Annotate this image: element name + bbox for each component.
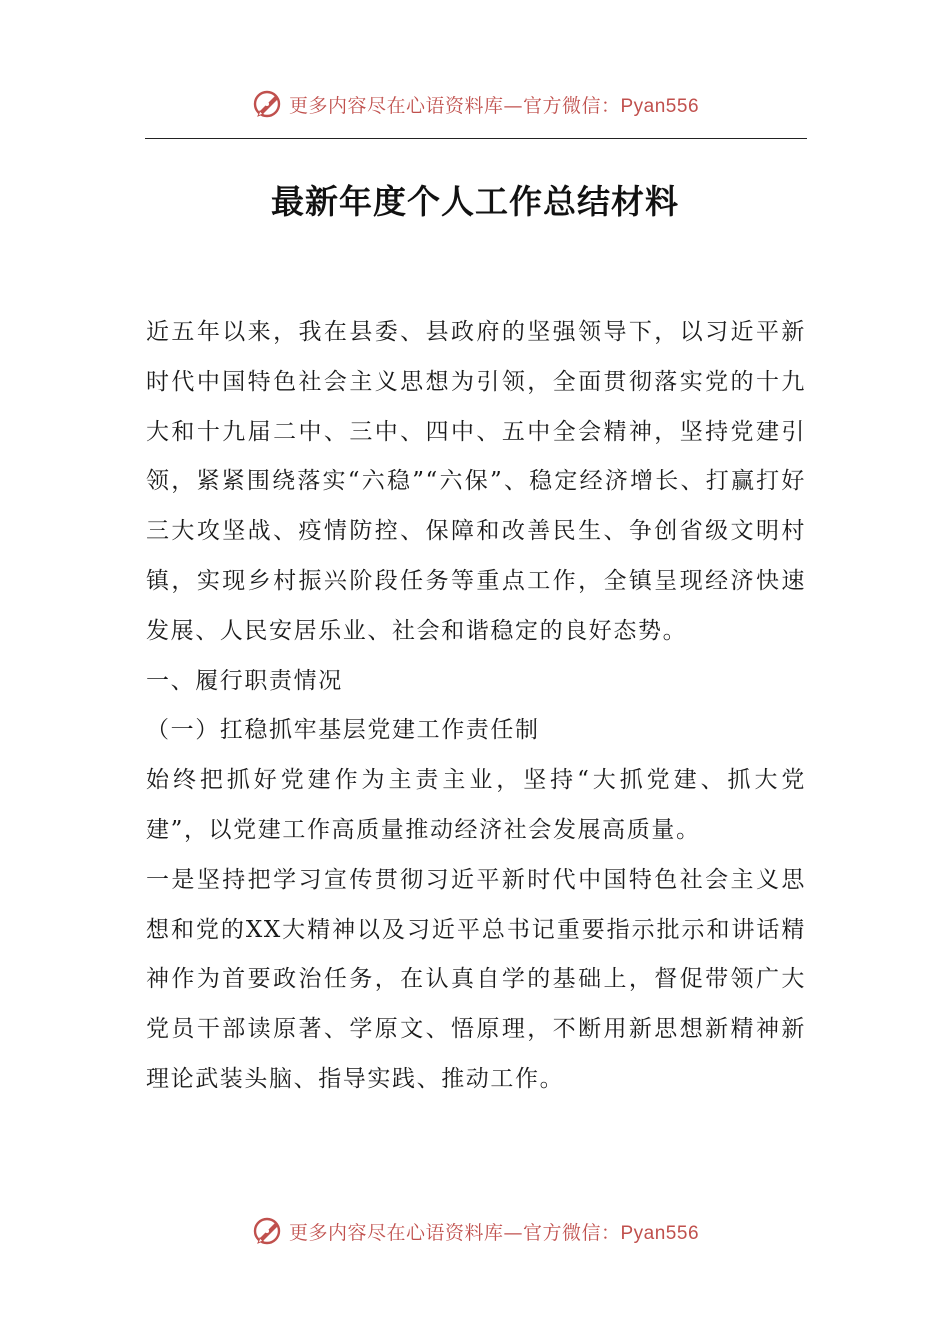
- pen-logo-icon: [251, 1214, 285, 1248]
- section-heading: 一、履行职责情况: [146, 667, 343, 694]
- header-banner: [0, 84, 950, 124]
- footer-banner: [0, 1211, 950, 1251]
- header-banner-text: [289, 91, 699, 118]
- footer-banner-sep: —: [503, 1221, 523, 1244]
- paragraph-point-one: 一是坚持把学习宣传贯彻习近平新时代中国特色社会主义思想和党的XX大精神以及习近平总书记重要指示批示和讲话精神作为首要政治任务，在认真自学的基础上，督促带领广大党员干部读原著、学原文、悟原理，不断用新思想新精神新理论武装头脑、指导实践、推动工作。: [146, 866, 806, 1092]
- paragraph-party-building: 始终把抓好党建作为主责主业，坚持“大抓党建、抓大党建”，以党建工作高质量推动经济社会发展高质量。: [146, 767, 806, 843]
- header-divider: [145, 138, 807, 139]
- document-title: 最新年度个人工作总结材料: [271, 182, 679, 221]
- header-banner-label: 官方微信：: [522, 94, 621, 117]
- footer-banner-label: 官方微信：: [522, 1221, 621, 1244]
- paragraph-intro: 近五年以来，我在县委、县政府的坚强领导下，以习近平新时代中国特色社会主义思想为引领，全面贯彻落实党的十九大和十九届二中、三中、四中、五中全会精神，坚持党建引领，紧紧围绕落实“六稳”“六保”、稳定经济增长、打赢打好三大攻坚战、疫情防控、保障和改善民生、争创省级文明村镇，实现乡村振兴阶段任务等重点工作，全镇呈现经济快速发展、人民安居乐业、社会和谐稳定的良好态势。: [146, 319, 806, 644]
- pen-logo-icon: [251, 87, 285, 121]
- footer-banner-main: 更多内容尽在心语资料库: [288, 1221, 504, 1244]
- document-body: [146, 308, 806, 1105]
- header-banner-sep: —: [503, 94, 523, 117]
- footer-banner-id: Pyan556: [620, 1222, 700, 1244]
- header-banner-id: Pyan556: [620, 95, 700, 117]
- subsection-heading: （一）扛稳抓牢基层党建工作责任制: [146, 717, 540, 744]
- header-banner-main: 更多内容尽在心语资料库: [288, 94, 504, 117]
- footer-banner-text: [289, 1218, 699, 1245]
